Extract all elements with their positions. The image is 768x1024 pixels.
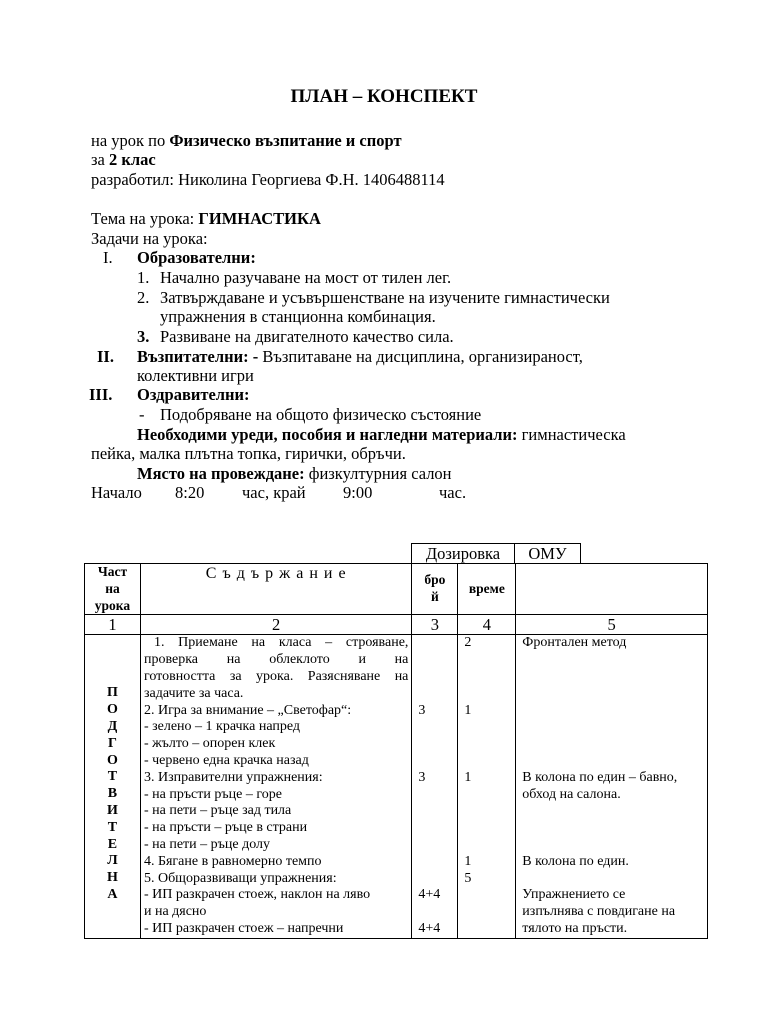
educational-numeral: I. [103, 248, 113, 267]
part-letter: Н [107, 870, 118, 886]
col-number-4: 4 [458, 615, 516, 635]
count-value: 3 [418, 769, 426, 785]
count-value [418, 686, 454, 703]
upbringing-numeral: II. [97, 347, 114, 366]
upbringing-text-cont: колективни игри [137, 366, 254, 385]
time-value [464, 736, 512, 753]
content-line: - на пръсти – ръце в страни [143, 820, 308, 836]
time-value: 1 [464, 853, 472, 869]
start-time: 8:20 [175, 483, 205, 502]
number-row [85, 615, 708, 635]
count-value [418, 787, 454, 804]
col-number-3: 3 [412, 615, 458, 635]
count-value [418, 854, 454, 871]
dosage-header-row [84, 543, 708, 563]
header-content: С ъ д ъ р ж а н и е [140, 564, 411, 615]
count-value [418, 803, 454, 820]
method-note: Упражнението се [522, 887, 626, 903]
header-part: Част на урока [85, 564, 141, 615]
place-label: Място на провеждане: [137, 464, 305, 483]
time-value [464, 803, 512, 820]
content-line: 5. Общоразвиващи упражнения: [143, 870, 337, 886]
time-value [464, 669, 512, 686]
time-value: 1 [464, 769, 472, 785]
part-letter: И [107, 802, 118, 818]
educational-label: Образователни: [137, 248, 256, 267]
time-value: 1 [464, 702, 472, 718]
time-cell [458, 635, 516, 938]
part-letter: В [107, 786, 118, 802]
part-letter: О [107, 752, 118, 768]
part-name-vertical [85, 635, 141, 938]
method-note: В колона по един – бавно, [522, 769, 678, 785]
content-line: - на пети – ръце зад тила [143, 803, 292, 819]
content-line: - ИП разкрачен стоеж – напречни [143, 920, 344, 936]
upbringing-text: Възпитаване на дисциплина, организираност, [258, 347, 583, 366]
col-number-5: 5 [516, 615, 708, 635]
content-line: и на дясно [143, 904, 207, 920]
upbringing-label: Възпитателни: - [137, 347, 259, 366]
method-note [522, 719, 704, 736]
tasks-label: Задачи на урока: [91, 229, 208, 248]
method-note [522, 753, 704, 770]
header-count: бро й [412, 564, 458, 615]
omu-cell [516, 635, 708, 938]
content-row [85, 635, 708, 938]
method-note [522, 871, 704, 888]
edu-item-2-text-cont: упражнения в станционна комбинация. [160, 307, 436, 326]
method-note [522, 837, 704, 854]
time-value: 2 [464, 635, 472, 651]
plan-table [84, 563, 708, 939]
lesson-line [91, 131, 402, 151]
place-line [137, 464, 452, 484]
method-note [522, 652, 704, 669]
time-value [464, 753, 512, 770]
health-text: Подобряване на общото физическо състояние [160, 405, 482, 424]
end-time: 9:00 [343, 483, 373, 502]
page-title: ПЛАН – КОНСПЕКТ [290, 86, 478, 107]
end-label: час. [439, 483, 467, 502]
topic-line [91, 209, 321, 229]
time-mid-label: час, край [242, 483, 306, 502]
time-value [464, 887, 512, 904]
content-line: - на пети – ръце долу [143, 836, 271, 852]
count-value [418, 837, 454, 854]
time-value [464, 904, 512, 921]
topic-value: ГИМНАСТИКА [198, 209, 321, 228]
time-value [464, 837, 512, 854]
content-line: - на пръсти ръце – горе [143, 786, 282, 802]
content-line: проверка на облеклото и на [143, 652, 409, 668]
edu-item-1-num: 1. [137, 268, 150, 287]
materials-label: Необходими уреди, пособия и нагледни материали: [137, 425, 518, 444]
method-note [522, 803, 704, 820]
part-letter: Д [107, 718, 118, 734]
content-line: готовността за урока. Разясняване на [143, 668, 409, 684]
time-value [464, 719, 512, 736]
part-letter: Т [107, 819, 118, 835]
materials-line [137, 425, 626, 445]
part-letter: Г [108, 735, 117, 751]
count-value [418, 719, 454, 736]
part-letter: Л [107, 853, 118, 869]
content-line: 1. Приемане на класа – строяване, [153, 635, 409, 651]
col-number-1: 1 [85, 615, 141, 635]
edu-item-2-num: 2. [137, 288, 150, 307]
header-omu-empty [516, 564, 708, 615]
time-value [464, 652, 512, 669]
header-row [85, 564, 708, 615]
count-value [418, 871, 454, 888]
method-note: В колона по един. [522, 853, 629, 869]
method-note [522, 669, 704, 686]
health-numeral: III. [89, 385, 113, 404]
count-value [418, 669, 454, 686]
content-line: 3. Изправителни упражнения: [143, 769, 323, 785]
content-line: 2. Игра за внимание – „Светофар“: [143, 702, 352, 718]
part-letter: Е [107, 836, 118, 852]
grade-value: 2 клас [108, 150, 156, 169]
count-value [418, 753, 454, 770]
content-cell [140, 635, 411, 938]
time-value [464, 921, 512, 938]
method-note [522, 820, 704, 837]
omu-header: ОМУ [514, 543, 581, 563]
place-text: физкултурния салон [304, 464, 452, 483]
method-note [522, 686, 704, 703]
time-value [464, 787, 512, 804]
upbringing-line [137, 347, 583, 367]
col-number-2: 2 [140, 615, 411, 635]
method-note: обход на салона. [522, 786, 621, 802]
count-value: 4+4 [418, 887, 441, 903]
start-label: Начало [91, 483, 142, 502]
count-value [418, 652, 454, 669]
count-value [418, 635, 454, 652]
dosage-header: Дозировка [411, 543, 515, 563]
author-line: разработил: Николина Георгиева Ф.Н. 1406488114 [91, 170, 445, 189]
grade-line [91, 150, 156, 170]
content-line: - жълто – опорен клек [143, 736, 276, 752]
content-line: - червено една крачка назад [143, 752, 309, 768]
health-dash: - [139, 405, 145, 424]
method-note [522, 736, 704, 753]
count-value: 3 [418, 702, 426, 718]
content-line: 4. Бягане в равномерно темпо [143, 853, 322, 869]
lesson-subject: Физическо възпитание и спорт [169, 131, 402, 150]
edu-item-1-text: Начално разучаване на мост от тилен лег. [160, 268, 452, 287]
count-value [418, 820, 454, 837]
part-letter: П [107, 685, 118, 701]
method-note: Фронтален метод [522, 635, 627, 651]
method-note [522, 703, 704, 720]
edu-item-3-num: 3. [137, 327, 150, 346]
materials-text: гимнастическа [517, 425, 626, 444]
topic-prefix: Тема на урока: [91, 209, 199, 228]
materials-text-cont: пейка, малка плътна топка, гирички, обръчи. [91, 444, 406, 463]
part-letter: Т [107, 769, 118, 785]
count-cell [412, 635, 458, 938]
time-value [464, 686, 512, 703]
part-letter: О [107, 702, 118, 718]
count-value [418, 736, 454, 753]
method-note: тялото на пръсти. [522, 920, 628, 936]
content-line: - ИП разкрачен стоеж, наклон на ляво [143, 887, 371, 903]
health-label: Оздравителни: [137, 385, 250, 404]
edu-item-3-text: Развиване на двигателното качество сила. [160, 327, 454, 346]
edu-item-2-text: Затвърждаване и усъвършенстване на изучените гимнастически [160, 288, 610, 307]
time-value [464, 820, 512, 837]
header-time: време [458, 564, 516, 615]
grade-prefix: за [91, 150, 109, 169]
content-line: - зелено – 1 крачка напред [143, 719, 301, 735]
content-line: задачите за часа. [143, 685, 244, 701]
part-letter: А [107, 886, 118, 902]
count-value [418, 904, 454, 921]
count-value: 4+4 [418, 920, 441, 936]
time-value: 5 [464, 870, 472, 886]
lesson-prefix: на урок по [91, 131, 170, 150]
method-note: изпълнява с повдигане на [522, 904, 676, 920]
